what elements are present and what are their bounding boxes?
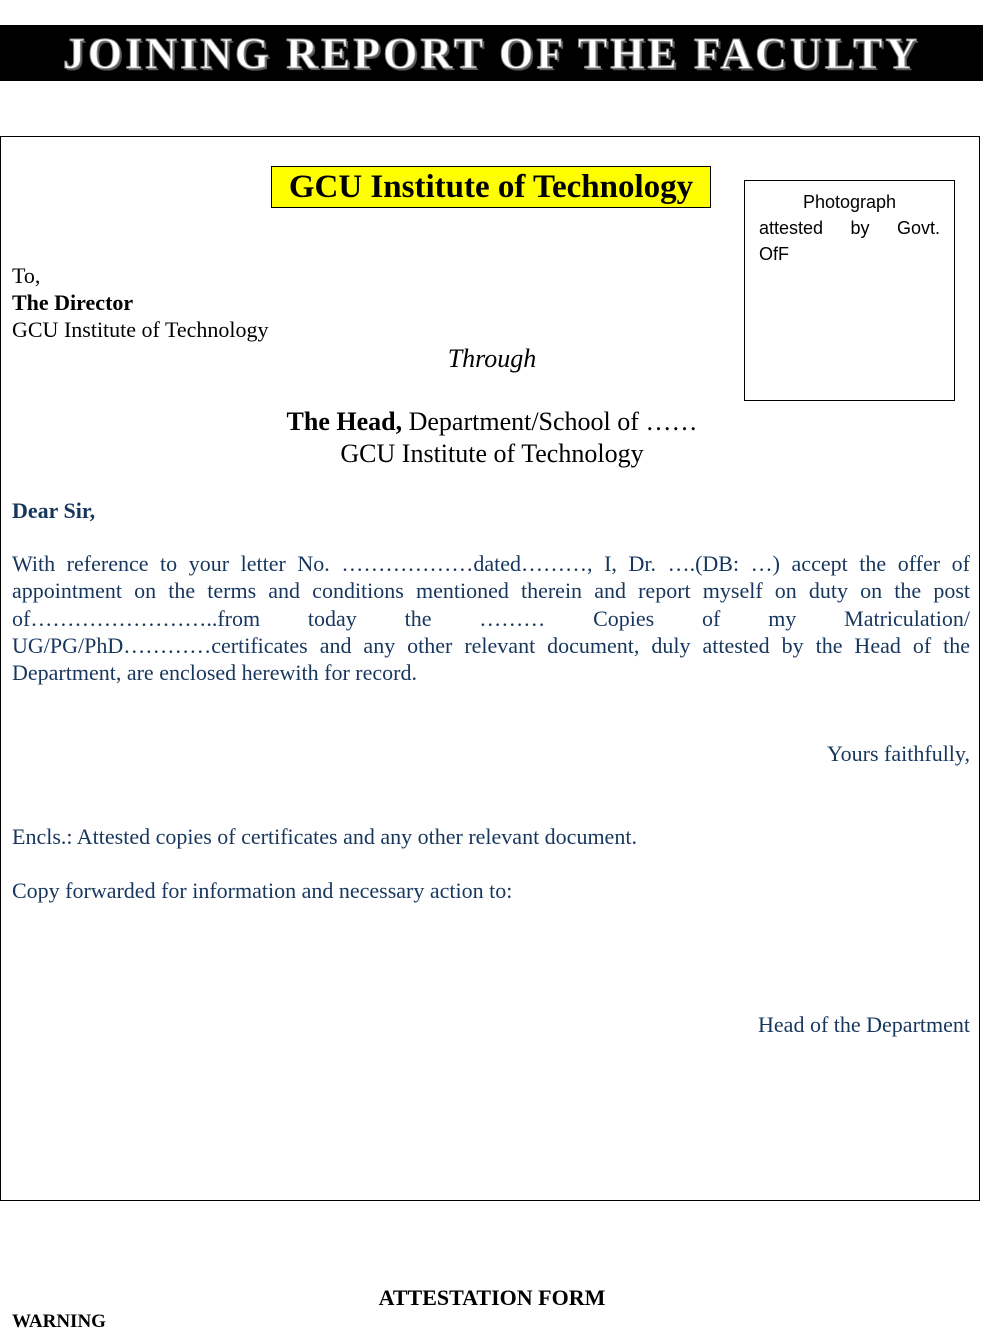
photo-box-line-2: attested by Govt. — [759, 218, 940, 238]
photo-box-line-3: OfF — [759, 244, 789, 264]
closing: Yours faithfully, — [826, 741, 970, 766]
body-line: UG/PG/PhD…………certificates and any other relevant document, duly attested by the Head of the — [12, 632, 970, 658]
body-line: appointment on the terms and conditions mentioned therein and report myself on duty on the post — [12, 578, 970, 604]
photograph-box — [744, 180, 955, 401]
document-title: JOINING REPORT OF THE FACULTY — [62, 28, 921, 78]
body-line: Department, are enclosed herewith for record. — [12, 660, 417, 686]
address-institute: GCU Institute of Technology — [12, 317, 269, 342]
copy-forwarded: Copy forwarded for information and necessary action to: — [12, 878, 513, 903]
warning-heading: WARNING — [12, 1311, 106, 1332]
salutation: Dear Sir, — [12, 498, 96, 523]
body-line: With reference to your letter No. ………………dated………, I, Dr. ….(DB: …) accept the offer of — [12, 551, 970, 576]
attestation-heading: ATTESTATION FORM — [378, 1285, 606, 1310]
signatory: Head of the Department — [758, 1012, 970, 1037]
head-title: The Head, — [286, 407, 403, 436]
enclosures: Encls.: Attested copies of certificates and any other relevant document. — [12, 824, 637, 849]
title-banner — [0, 25, 983, 81]
address-to: To, — [12, 263, 41, 288]
address-recipient: The Director — [12, 290, 134, 315]
through-label: Through — [447, 344, 537, 373]
body-paragraph — [12, 550, 970, 686]
photo-box-line-1: Photograph — [802, 192, 897, 212]
head-department: Department/School of …… — [402, 407, 698, 436]
head-line — [192, 406, 792, 438]
body-line: of……………………..from today the ……… Copies of my Matriculation/ — [12, 605, 970, 631]
institute-title: GCU Institute of Technology — [271, 166, 711, 208]
head-institute: GCU Institute of Technology — [340, 439, 644, 468]
